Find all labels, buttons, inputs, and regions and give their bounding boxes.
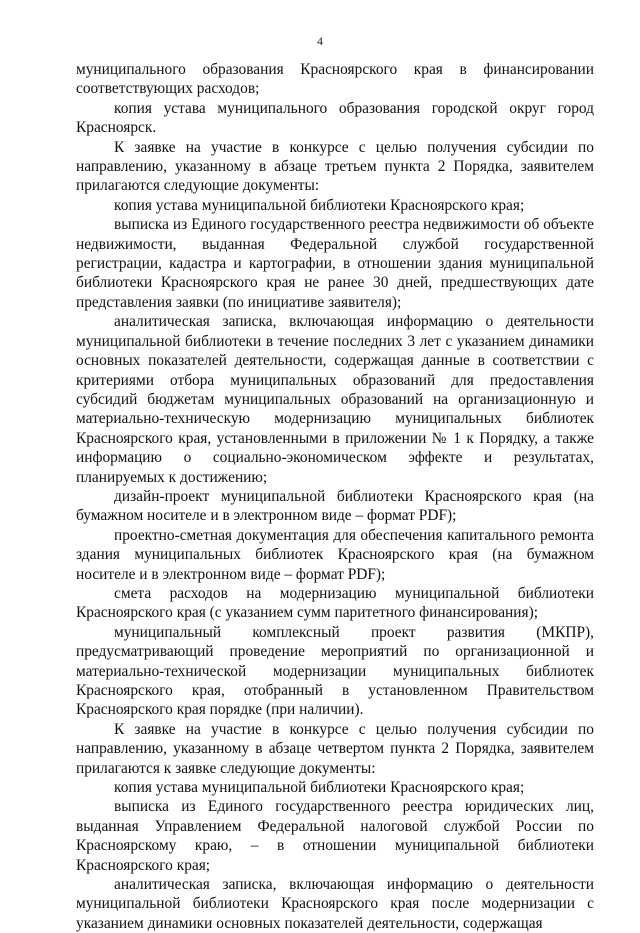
document-body [76,60,594,933]
paragraph: К заявке на участие в конкурсе с целью получения субсидии по направлению, указанному в абзаце четвертом пункта 2 Порядка, заявителем прилагаются к заявке следующие документы: [76,720,594,777]
paragraph: муниципального образования Красноярского края в финансировании соответствующих расходов; [76,61,594,98]
paragraph: муниципальный комплексный проект развития (МКПР), предусматривающий проведение мероприятий по организационной и материально-технической модернизации муниципальных библиотек Красноярского края, отобранный в установленном Правительством Красноярского края порядке (при наличии). [76,623,594,719]
paragraph: копия устава муниципальной библиотеки Красноярского края; [114,196,525,214]
paragraph: смета расходов на модернизацию муниципальной библиотеки Красноярского края (с указанием сумм паритетного финансирования); [76,584,594,622]
paragraph: выписка из Единого государственного реестра юридических лиц, выданная Управлением Федеральной налоговой службой России по Красноярскому краю, – в отношении муниципальной библиотеки Красноярского края; [76,798,594,874]
paragraph: дизайн-проект муниципальной библиотеки Красноярского края (на бумажном носителе и в электронном виде – формат PDF); [76,487,594,525]
paragraph: аналитическая записка, включающая информацию о деятельности муниципальной библиотеки в течение последних 3 лет с указанием динамики основных показателей деятельности, содержащая данные в соответствии с критериями отбора муниципальных образований для предоставления субсидий бюджетам муниципальных образований на организационную и материально-техническую модернизацию муниципальных библиотек Красноярского края, установленными в приложении № 1 к Порядку, а также информацию о социально-экономическом эффекте и результатах, планируемых к достижению; [76,313,594,486]
paragraph: К заявке на участие в конкурсе с целью получения субсидии по направлению, указанному в абзаце третьем пункта 2 Порядка, заявителем прилагаются следующие документы: [76,138,594,195]
paragraph: выписка из Единого государственного реестра недвижимости об объекте недвижимости, выданная Федеральной службой государственной регистрации, кадастра и картографии, в отношении здания муниципальной библиотеки Красноярского края не ранее 30 дней, предшествующих дате представления заявки (по инициативе заявителя); [76,216,594,311]
paragraph: копия устава муниципального образования городской округ город Красноярск. [76,99,594,137]
paragraph: копия устава муниципальной библиотеки Красноярского края; [114,779,525,797]
paragraph: аналитическая записка, включающая информацию о деятельности муниципальной библиотеки Красноярского края после модернизации с указанием динамики основных показателей деятельности, содержащая [76,876,594,932]
paragraph: проектно-сметная документация для обеспечения капитального ремонта здания муниципальных библиотек Красноярского края (на бумажном носителе и в электронном виде – формат PDF); [76,526,594,583]
page-number: 4 [317,34,323,48]
